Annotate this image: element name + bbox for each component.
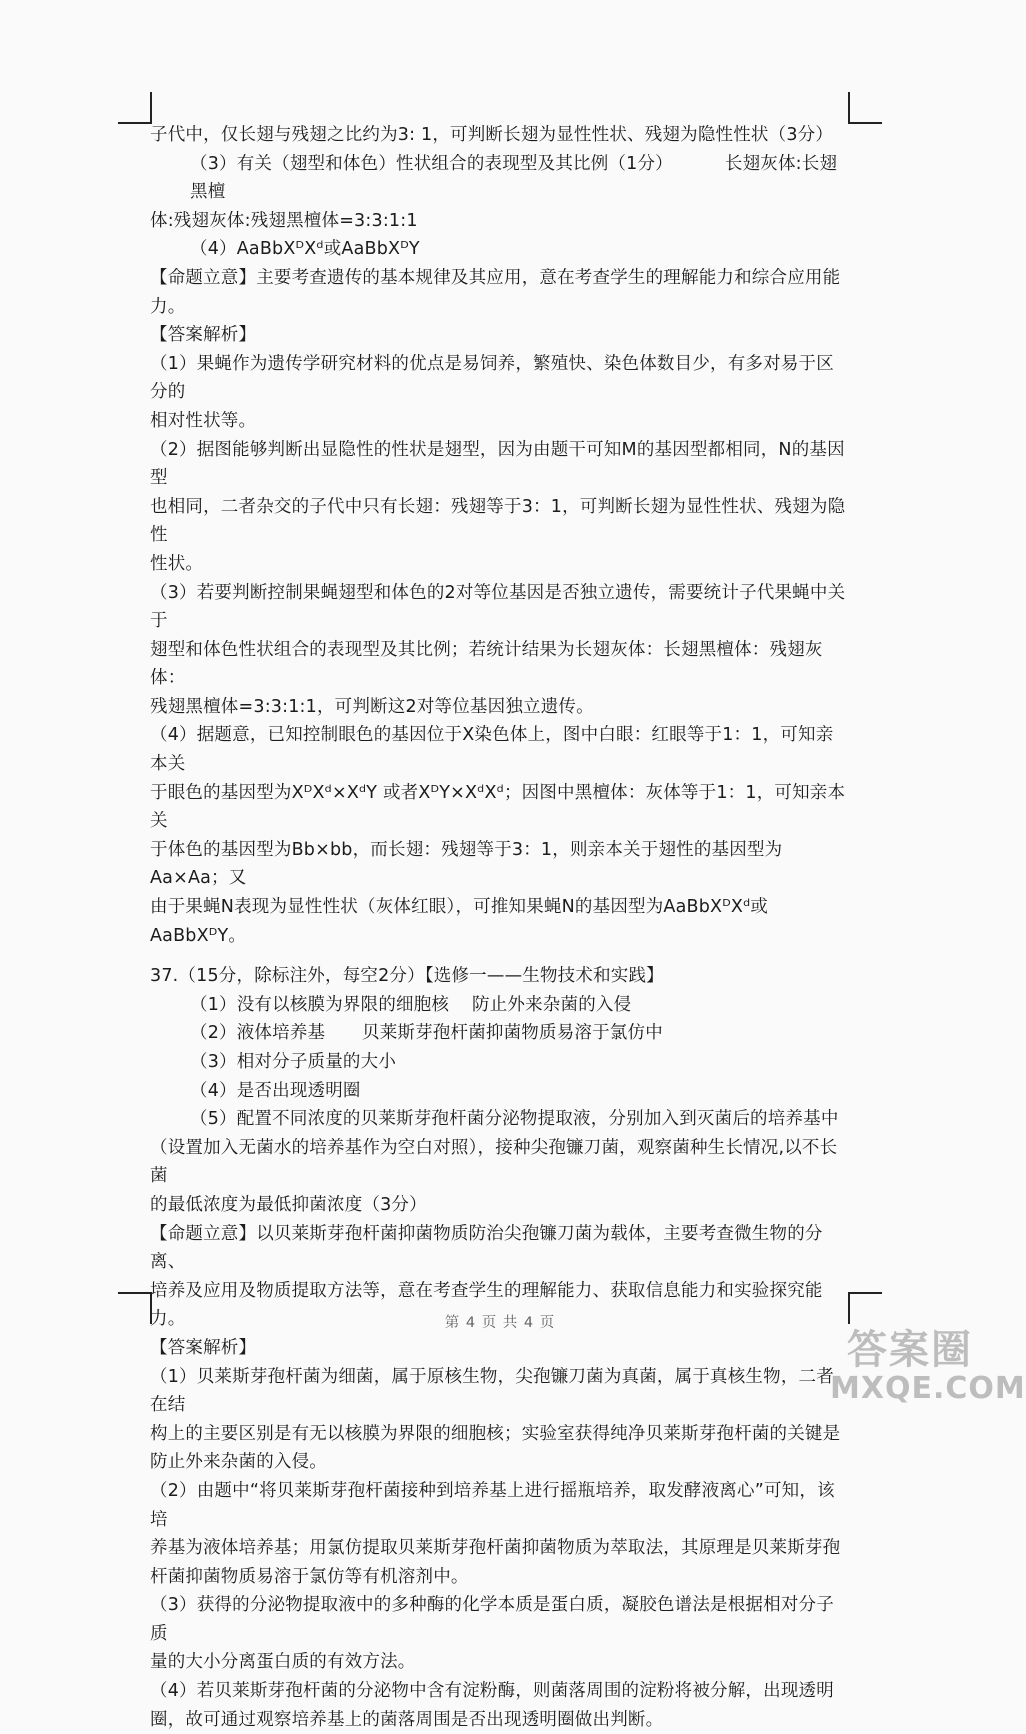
text-line: （2）由题中“将贝莱斯芽孢杆菌接种到培养基上进行摇瓶培养，取发酵液离心”可知，该培 <box>150 1480 835 1530</box>
question-37-heading: 37.（15分，除标注外，每空2分）【选修一——生物技术和实践】 <box>150 966 664 987</box>
answer-row-5: （5）配置不同浓度的贝莱斯芽孢杆菌分泌物提取液，分别加入到灭菌后的培养基中 <box>190 1109 839 1130</box>
text-line: 翅型和体色性状组合的表现型及其比例；若统计结果为长翅灰体：长翅黑檀体：残翅灰体： <box>150 639 823 689</box>
answer-row-1 <box>150 991 850 1020</box>
answer-item-3-result: 长翅灰体:长翅黑檀 <box>190 153 838 203</box>
section-intent-heading: 【命题立意】主要考查遗传的基本规律及其应用，意在考查学生的理解能力和综合应用能 <box>150 267 841 288</box>
text-line: 于眼色的基因型为XᴰXᵈ×XᵈY 或者XᴰY×XᵈXᵈ；因图中黑檀体：灰体等于1：1，可知亲本关 <box>150 782 846 832</box>
text-line: 由于果蝇N表现为显性性状（灰体红眼），可推知果蝇N的基因型为AaBbXᴰXᵈ或AaBbXᴰY。 <box>150 897 769 946</box>
answer-row-4: （4）是否出现透明圈 <box>190 1080 361 1101</box>
section-analysis-heading: 【答案解析】 <box>150 1337 257 1358</box>
watermark-logo <box>830 1327 1026 1408</box>
text-line: 防止外来杂菌的入侵。 <box>150 1452 327 1473</box>
text-line: （2）据图能够判断出显隐性的性状是翅型，因为由题干可知M的基因型都相同，N的基因型 <box>150 439 845 489</box>
section-analysis-heading: 【答案解析】 <box>150 325 257 346</box>
text-line: （4）若贝莱斯芽孢杆菌的分泌物中含有淀粉酶，则菌落周围的淀粉将被分解，出现透明 <box>150 1681 834 1702</box>
text-line: 残翅黑檀体=3:3:1:1，可判断这2对等位基因独立遗传。 <box>150 696 594 717</box>
answer-row-1-part-a: （1）没有以核膜为界限的细胞核 <box>190 994 450 1015</box>
text-line: 构上的主要区别是有无以核膜为界限的细胞核；实验室获得纯净贝莱斯芽孢杆菌的关键是 <box>150 1423 841 1444</box>
answer-item-4: （4）AaBbXᴰXᵈ或AaBbXᴰY <box>190 239 420 260</box>
text-line: 圈，故可通过观察培养基上的菌落周围是否出现透明圈做出判断。 <box>150 1709 664 1730</box>
text-line: （3）获得的分泌物提取液中的多种酶的化学本质是蛋白质，凝胶色谱法是根据相对分子质 <box>150 1595 834 1644</box>
text-line: 杆菌抑菌物质易溶于氯仿等有机溶剂中。 <box>150 1566 469 1587</box>
answer-content <box>150 121 850 1734</box>
answer-row-2-part-b: 贝莱斯芽孢杆菌抑菌物质易溶于氯仿中 <box>362 1023 663 1044</box>
text-line: 相对性状等。 <box>150 410 257 431</box>
text-line: 于体色的基因型为Bb×bb，而长翅：残翅等于3：1，则亲本关于翅性的基因型为Aa×Aa；又 <box>150 839 783 889</box>
text-line: （3）若要判断控制果蝇翅型和体色的2对等位基因是否独立遗传，需要统计子代果蝇中关于 <box>150 582 846 632</box>
text-line: 力。 <box>150 296 186 317</box>
crop-mark-top-right <box>848 92 882 124</box>
text-line: （设置加入无菌水的培养基作为空白对照），接种尖孢镰刀菌，观察菌种生长情况,以不长菌 <box>150 1137 838 1187</box>
text-line: （1）果蝇作为遗传学研究材料的优点是易饲养，繁殖快、染色体数目少，有多对易于区分的 <box>150 353 834 403</box>
section-intent-heading: 【命题立意】以贝莱斯芽孢杆菌抑菌物质防治尖孢镰刀菌为载体，主要考查微生物的分离、 <box>150 1223 823 1273</box>
answer-row-1-part-b: 防止外来杂菌的入侵 <box>472 994 632 1015</box>
text-line: （1）贝莱斯芽孢杆菌为细菌，属于原核生物，尖孢镰刀菌为真菌，属于真核生物，二者在结 <box>150 1366 834 1416</box>
text-line: 培养及应用及物质提取方法等，意在考查学生的理解能力、获取信息能力和实验探究能力。 <box>150 1280 823 1330</box>
text-line: 的最低浓度为最低抑菌浓度（3分） <box>150 1194 427 1215</box>
text-line: 体:残翅灰体:残翅黑檀体=3:3:1:1 <box>150 210 418 231</box>
text-line: 量的大小分离蛋白质的有效方法。 <box>150 1652 416 1673</box>
answer-item-3 <box>150 150 850 207</box>
page-number: 第 4 页 共 4 页 <box>444 1315 556 1331</box>
text-line: （4）据题意，已知控制眼色的基因位于X染色体上，图中白眼：红眼等于1：1，可知亲本关 <box>150 725 834 775</box>
answer-row-2 <box>150 1019 850 1048</box>
crop-mark-top-left <box>118 92 152 124</box>
text-line: 子代中，仅长翅与残翅之比约为3: 1，可判断长翅为显性性状、残翅为隐性性状（3分） <box>150 125 834 145</box>
text-line: 性状。 <box>150 553 204 574</box>
text-line: 养基为液体培养基；用氯仿提取贝莱斯芽孢杆菌抑菌物质为萃取法，其原理是贝莱斯芽孢 <box>150 1538 841 1559</box>
watermark-line-2: MXQE.COM <box>830 1371 1026 1406</box>
answer-row-3: （3）相对分子质量的大小 <box>190 1052 397 1072</box>
answer-item-3-text: （3）有关（翅型和体色）性状组合的表现型及其比例（1分） <box>190 153 673 174</box>
answer-row-2-part-a: （2）液体培养基 <box>190 1023 326 1044</box>
text-line: 也相同，二者杂交的子代中只有长翅：残翅等于3：1，可判断长翅为显性性状、残翅为隐性 <box>150 496 846 546</box>
watermark-line-1: 答案圈 <box>847 1327 973 1373</box>
